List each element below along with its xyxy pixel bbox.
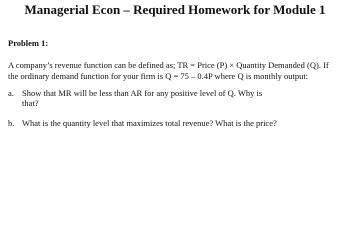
- problem-heading: Problem 1:: [8, 38, 49, 48]
- question-a: [8, 88, 348, 110]
- question-a-text-line-1: Show that MR will be less than AR for any positive level of Q. Why is: [22, 88, 263, 98]
- problem-intro-line-1: A company’s revenue function can be defined as; TR = Price (P) × Quantity Demanded (Q). If: [8, 60, 329, 70]
- page-title: Managerial Econ – Required Homework for Module 1: [24, 2, 326, 17]
- problem-intro-line-2: the ordinary demand function for your firm is Q = 75 – 0.4P where Q is monthly output:: [8, 71, 309, 81]
- question-a-text-line-2: that?: [22, 98, 39, 108]
- question-a-marker: a.: [8, 88, 14, 98]
- question-b: [8, 118, 348, 129]
- question-b-text: What is the quantity level that maximizes total revenue? What is the price?: [22, 118, 277, 128]
- question-b-marker: b.: [8, 118, 15, 128]
